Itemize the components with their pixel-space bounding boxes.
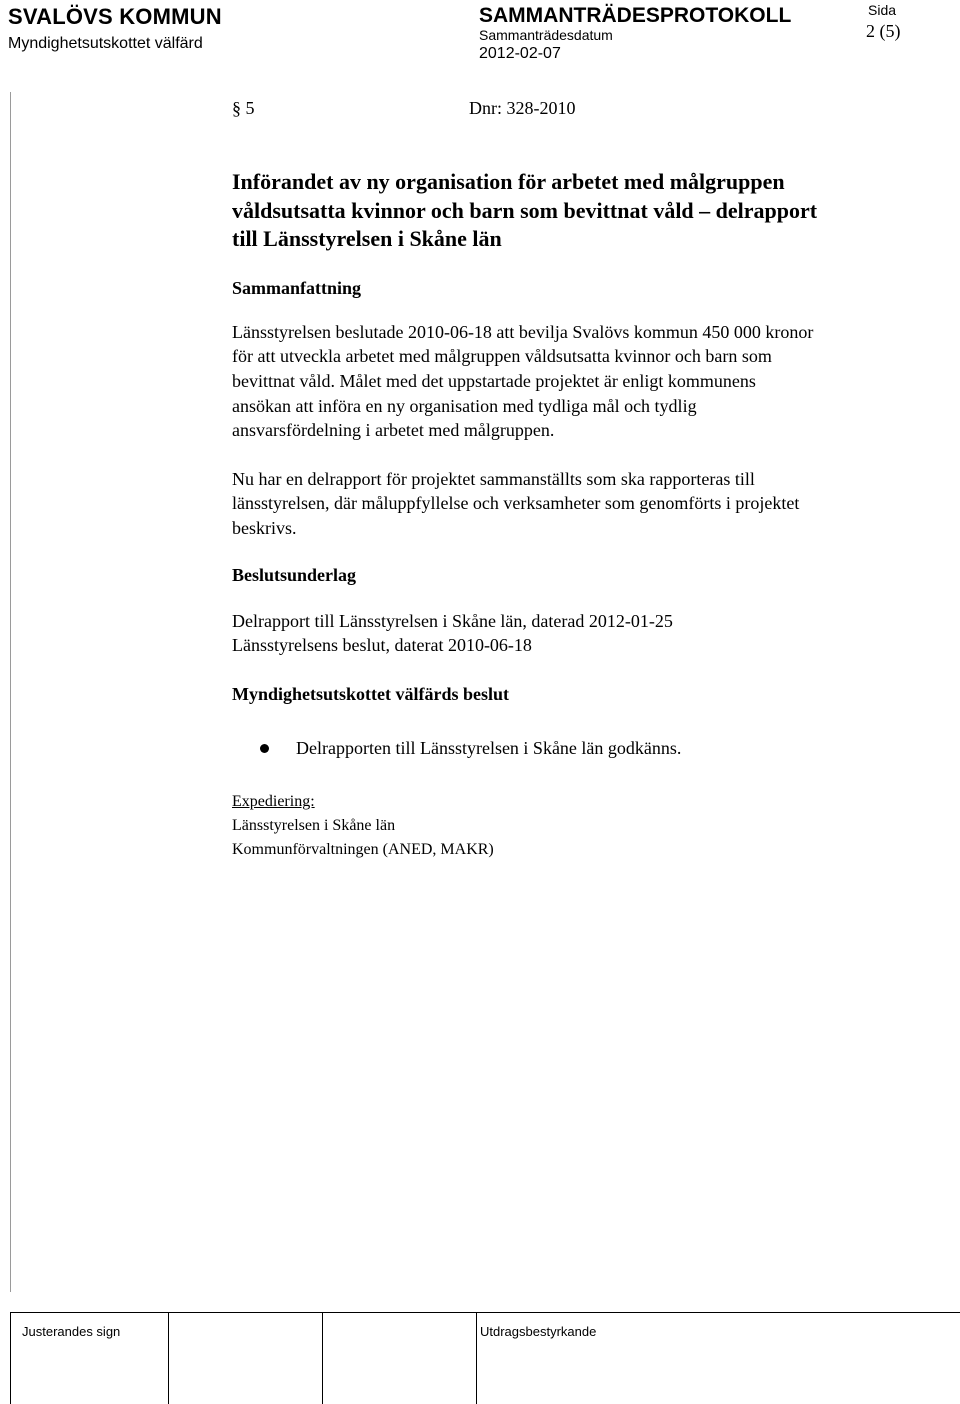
expedition-recipient: Kommunförvaltningen (ANED, MAKR)	[232, 841, 494, 859]
text-line: länsstyrelsen, där måluppfyllelse och verksamheter som genomförts i projektet	[232, 493, 800, 514]
basis-list	[232, 609, 932, 658]
footer-cell-signature-1	[168, 1313, 169, 1404]
text-line: ansvarsfördelning i arbetet med målgruppen.	[232, 420, 555, 441]
footer-cell-signature-2	[322, 1313, 323, 1404]
dnr-number: Dnr: 328-2010	[469, 98, 576, 118]
title-line: till Länsstyrelsen i Skåne län	[232, 226, 502, 252]
decision-text: Delrapporten till Länsstyrelsen i Skåne län godkänns.	[296, 737, 682, 758]
title-line: våldsutsatta kvinnor och barn som bevittnat våld – delrapport	[232, 197, 818, 223]
bullet-icon	[260, 744, 269, 753]
decision-heading: Myndighetsutskottet välfärds beslut	[232, 683, 510, 704]
footer-cell-sign	[10, 1313, 11, 1404]
minutes-section	[232, 92, 932, 862]
left-margin-rule	[10, 92, 11, 1292]
org-department: Myndighetsutskottet välfärd	[8, 35, 203, 52]
summary-paragraph-1	[232, 320, 932, 443]
extract-label: Utdragsbestyrkande	[480, 1324, 597, 1339]
paragraph-header	[232, 96, 932, 122]
section-title	[232, 168, 912, 254]
basis-heading: Beslutsunderlag	[232, 564, 357, 585]
text-line: Nu har en delrapport för projektet sammanställts som ska rapporteras till	[232, 468, 755, 489]
decision-list	[232, 736, 932, 761]
text-line: beskrivs.	[232, 517, 297, 538]
text-line: ansökan att införa en ny organisation med tydliga mål och tydlig	[232, 395, 697, 416]
expedition-recipient: Länsstyrelsen i Skåne län	[232, 817, 396, 835]
page-number: 2 (5)	[866, 21, 901, 41]
page-label: Sida	[868, 2, 897, 18]
text-line: bevittnat våld. Målet med det uppstartade projektet är enligt kommunens	[232, 370, 756, 391]
signature-footer	[10, 1312, 960, 1404]
title-line: Införandet av ny organisation för arbetet med målgruppen	[232, 169, 785, 194]
basis-item: Delrapport till Länsstyrelsen i Skåne län, daterad 2012-01-25	[232, 610, 673, 631]
meeting-date: 2012-02-07	[479, 45, 561, 62]
footer-cell-extract	[476, 1313, 477, 1404]
basis-item: Länsstyrelsens beslut, daterat 2010-06-18	[232, 635, 532, 656]
meeting-date-label: Sammanträdesdatum	[479, 27, 613, 43]
decision-item	[232, 736, 932, 761]
text-line: Länsstyrelsen beslutade 2010-06-18 att bevilja Svalövs kommun 450 000 kronor	[232, 321, 814, 342]
expedition-block	[232, 790, 932, 862]
sign-label: Justerandes sign	[22, 1324, 121, 1339]
summary-paragraph-2	[232, 467, 932, 541]
expedition-label: Expediering:	[232, 793, 315, 811]
summary-heading: Sammanfattning	[232, 277, 362, 298]
org-name: SVALÖVS KOMMUN	[8, 4, 222, 29]
text-line: för att utveckla arbetet med målgruppen våldsutsatta kvinnor och barn som	[232, 346, 772, 367]
paragraph-mark: § 5	[232, 98, 255, 118]
document-type: SAMMANTRÄDESPROTOKOLL	[479, 4, 792, 27]
